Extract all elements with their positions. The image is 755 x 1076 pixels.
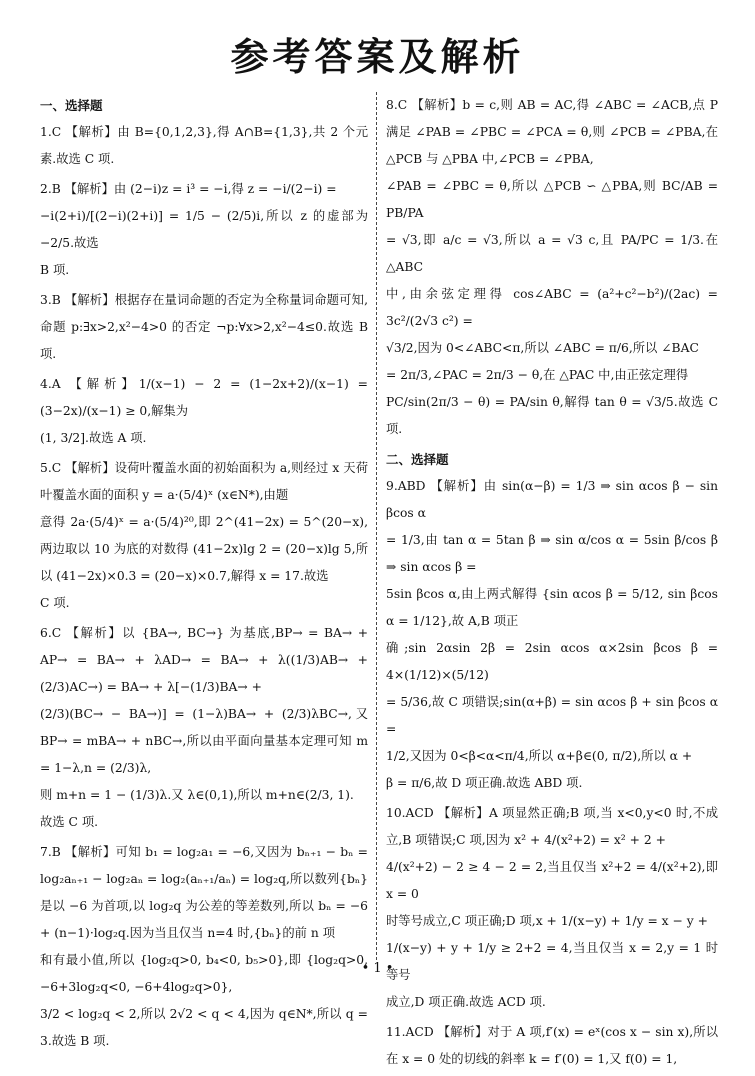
section-heading-multi-choice: 二、选择题 xyxy=(386,452,449,467)
answer-text: = 5/36,故 C 项错误;sin(α+β) = sin αcos β + sin βcos α = xyxy=(386,695,718,736)
answer-item xyxy=(40,371,368,452)
answer-text: 故选 C 项. xyxy=(40,815,99,829)
answer-item xyxy=(386,92,718,443)
answer-text: = √3,即 a/c = √3,所以 a = √3 c,且 PA/PC = 1/3.在 △ABC xyxy=(386,233,718,274)
answer-text: 1/2,又因为 0<β<α<π/4,所以 α+β∈(0, π/2),所以 α + xyxy=(386,749,693,763)
answer-text: 9.ABD 【解析】由 sin(α−β) = 1/3 ⇒ sin αcos β − sin βcos α xyxy=(386,479,718,520)
answer-text: 4/(x²+2) − 2 ≥ 4 − 2 = 2,当且仅当 x²+2 = 4/(x²+2),即 x = 0 xyxy=(386,860,718,901)
answer-text: B 项. xyxy=(40,263,70,277)
answer-text: C 项. xyxy=(40,596,70,610)
section-heading-choice: 一、选择题 xyxy=(40,98,103,113)
answer-text: = 1/3,由 tan α = 5tan β ⇒ sin α/cos α = 5sin β/cos β ⇒ sin αcos β = xyxy=(386,533,718,574)
answer-item xyxy=(40,620,368,836)
answer-text: 6.C 【解析】以 {BA→, BC→} 为基底,BP→ = BA→ + AP→ = BA→ + λAD→ = BA→ + λ((1/3)AB→ + (2/3)AC→) = BA→ + λ[−(1/3)BA→ + xyxy=(40,626,368,694)
column-divider xyxy=(376,92,377,960)
answer-text: 意得 2a·(5/4)ˣ = a·(5/4)²⁰,即 2^(41−2x) = 5^(20−x),两边取以 10 为底的对数得 (41−2x)lg 2 = (20−x)lg 5,所以 (41−2x)×0.3 = (20−x)×0.7,解得 x = 17.故选 xyxy=(40,515,368,583)
answer-text: 8.C 【解析】b = c,则 AB = AC,得 ∠ABC = ∠ACB,点 P 满足 ∠PAB = ∠PBC = ∠PCA = θ,则 ∠PCB = ∠PBA,在 △PCB 与 △PBA 中,∠PCB = ∠PBA, xyxy=(386,98,718,166)
answer-item xyxy=(386,800,718,1016)
answer-text: −i(2+i)/[(2−i)(2+i)] = 1/5 − (2/5)i,所以 z 的虚部为 −2/5.故选 xyxy=(40,209,368,250)
answer-text: (2/3)(BC→ − BA→)] = (1−λ)BA→ + (2/3)λBC→,又 BP→ = mBA→ + nBC→,所以由平面向量基本定理可知 m = 1−λ,n = (2/3)λ, xyxy=(40,707,368,775)
answer-text: 成立,D 项正确.故选 ACD 项. xyxy=(386,995,546,1009)
answer-text: β = π/6,故 D 项正确.故选 ABD 项. xyxy=(386,776,583,790)
answer-item xyxy=(40,455,368,617)
left-column xyxy=(40,92,368,1058)
answer-text: 1/(x−y) + y + 1/y ≥ 2+2 = 4,当且仅当 x = 2,y = 1 时等号 xyxy=(386,941,718,982)
page-title: 参考答案及解析 xyxy=(230,35,525,79)
answer-text: (1, 3/2].故选 A 项. xyxy=(40,431,147,445)
answer-text: 确;sin 2αsin 2β = 2sin αcos α×2sin βcos β = 4×(1/12)×(5/12) xyxy=(386,641,718,682)
answer-text: 3/2 < log₂q < 2,所以 2√2 < q < 4,因为 q∈N*,所以 q = 3.故选 B 项. xyxy=(40,1007,368,1048)
answer-text: PC/sin(2π/3 − θ) = PA/sin θ,解得 tan θ = √3/5.故选 C 项. xyxy=(386,395,718,436)
answer-item xyxy=(386,1019,718,1073)
answer-text: 时等号成立,C 项正确;D 项,x + 1/(x−y) + 1/y = x − y + xyxy=(386,914,708,928)
answer-text: 11.ACD 【解析】对于 A 项,f′(x) = eˣ(cos x − sin x),所以在 x = 0 处的切线的斜率 k = f′(0) = 1,又 f(0) = 1, xyxy=(386,1025,718,1066)
answer-text: = 2π/3,∠PAC = 2π/3 − θ,在 △PAC 中,由正弦定理得 xyxy=(386,368,689,382)
answer-text: 5.C 【解析】设荷叶覆盖水面的初始面积为 a,则经过 x 天荷叶覆盖水面的面积 y = a·(5/4)ˣ (x∈N*),由题 xyxy=(40,461,368,502)
answer-text: ∠PAB = ∠PBC = θ,所以 △PCB ∽ △PBA,则 BC/AB = PB/PA xyxy=(386,179,718,220)
answer-text: 1.C 【解析】由 B={0,1,2,3},得 A∩B={1,3},共 2 个元素.故选 C 项. xyxy=(40,125,368,166)
answer-item xyxy=(40,287,368,368)
answer-text: 10.ACD 【解析】A 项显然正确;B 项,当 x<0,y<0 时,不成立,B 项错误;C 项,因为 x² + 4/(x²+2) = x² + 2 + xyxy=(386,806,718,847)
answer-text: √3/2,因为 0<∠ABC<π,所以 ∠ABC = π/6,所以 ∠BAC xyxy=(386,341,699,355)
answer-item xyxy=(386,473,718,797)
answer-text: 2.B 【解析】由 (2−i)z = i³ = −i,得 z = −i/(2−i) = xyxy=(40,182,337,196)
answer-text: 4.A 【解析】1/(x−1) − 2 = (1−2x+2)/(x−1) = (3−2x)/(x−1) ≥ 0,解集为 xyxy=(40,377,368,418)
answer-text: 3.B 【解析】根据存在量词命题的否定为全称量词命题可知,命题 p:∃x>2,x²−4>0 的否定 ¬p:∀x>2,x²−4≤0.故选 B 项. xyxy=(40,293,368,361)
answer-text: 则 m+n = 1 − (1/3)λ.又 λ∈(0,1),所以 m+n∈(2/3, 1). xyxy=(40,788,354,802)
answer-text: 7.B 【解析】可知 b₁ = log₂a₁ = −6,又因为 bₙ₊₁ − bₙ = log₂aₙ₊₁ − log₂aₙ = log₂(aₙ₊₁/aₙ) = log₂q,所以数列{bₙ}是以 −6 为首项,以 log₂q 为公差的等差数列,所以 bₙ = −6 + (n−1)·log₂q.因为当且仅当 n=4 时,{bₙ}的前 n 项 xyxy=(40,845,368,940)
page-number: • 1 • xyxy=(361,961,394,976)
right-column xyxy=(386,92,718,1076)
answer-text: 5sin βcos α,由上两式解得 {sin αcos β = 5/12, sin βcos α = 1/12},故 A,B 项正 xyxy=(386,587,718,628)
answer-text: 和有最小值,所以 {log₂q>0, b₄<0, b₅>0},即 {log₂q>0, −6+3log₂q<0, −6+4log₂q>0}, xyxy=(40,953,368,994)
answer-item xyxy=(40,176,368,284)
answer-item xyxy=(40,119,368,173)
answer-item xyxy=(40,839,368,1055)
answer-text: 中,由余弦定理得 cos∠ABC = (a²+c²−b²)/(2ac) = 3c²/(2√3 c²) = xyxy=(386,287,718,328)
